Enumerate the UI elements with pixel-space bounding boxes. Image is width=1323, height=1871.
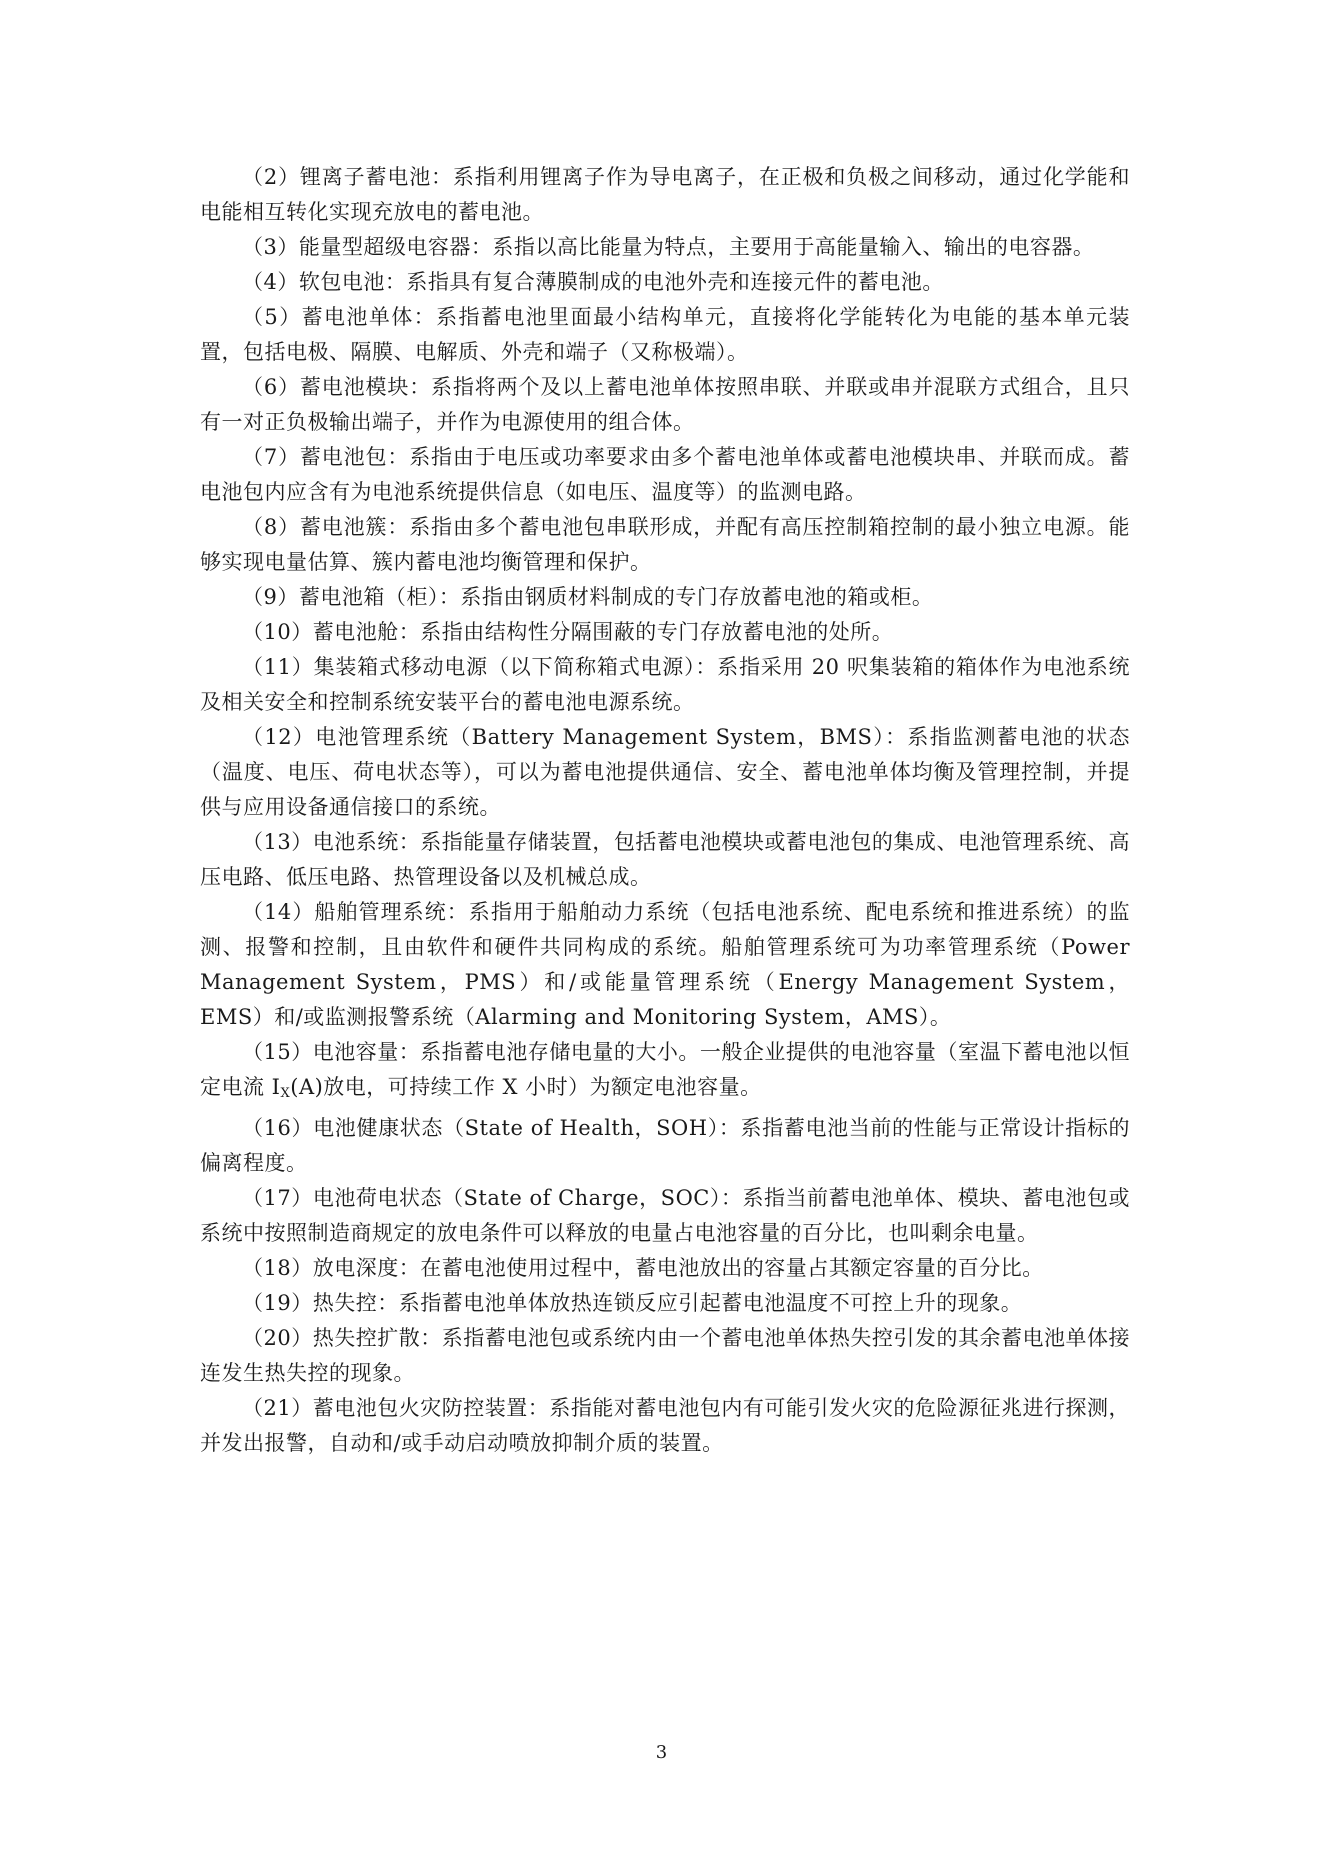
paragraph-15-subscript: X bbox=[280, 1086, 291, 1101]
paragraph-8: （8）蓄电池簇：系指由多个蓄电池包串联形成，并配有高压控制箱控制的最小独立电源。能够实现电量估算、簇内蓄电池均衡管理和保护。 bbox=[200, 515, 1130, 574]
paragraph-15-text-after: (A)放电，可持续工作 X 小时）为额定电池容量。 bbox=[290, 1075, 762, 1099]
paragraph-14: （14）船舶管理系统：系指用于船舶动力系统（包括电池系统、配电系统和推进系统）的监测、报警和控制，且由软件和硬件共同构成的系统。船舶管理系统可为功率管理系统（Power Management System，PMS）和/或能量管理系统（Energy Management System，EMS）和/或监测报警系统（Alarming and Monitoring System，AMS）。 bbox=[200, 900, 1130, 1029]
paragraph-16: （16）电池健康状态（State of Health，SOH）：系指蓄电池当前的性能与正常设计指标的偏离程度。 bbox=[200, 1116, 1130, 1175]
paragraph-21: （21）蓄电池包火灾防控装置：系指能对蓄电池包内有可能引发火灾的危险源征兆进行探测，并发出报警，自动和/或手动启动喷放抑制介质的装置。 bbox=[200, 1396, 1130, 1455]
paragraph-4: （4）软包电池：系指具有复合薄膜制成的电池外壳和连接元件的蓄电池。 bbox=[242, 270, 944, 294]
paragraph-5: （5）蓄电池单体：系指蓄电池里面最小结构单元，直接将化学能转化为电能的基本单元装置，包括电极、隔膜、电解质、外壳和端子（又称极端）。 bbox=[200, 305, 1130, 364]
paragraph-17: （17）电池荷电状态（State of Charge，SOC）：系指当前蓄电池单体、模块、蓄电池包或系统中按照制造商规定的放电条件可以释放的电量占电池容量的百分比，也叫剩余电量。 bbox=[200, 1186, 1130, 1245]
page-number: 3 bbox=[655, 1742, 668, 1763]
paragraph-11: （11）集装箱式移动电源（以下简称箱式电源）：系指采用 20 呎集装箱的箱体作为电池系统及相关安全和控制系统安装平台的蓄电池电源系统。 bbox=[200, 655, 1130, 714]
paragraph-10: （10）蓄电池舱：系指由结构性分隔围蔽的专门存放蓄电池的处所。 bbox=[242, 620, 894, 644]
paragraph-19: （19）热失控：系指蓄电池单体放热连锁反应引起蓄电池温度不可控上升的现象。 bbox=[242, 1291, 1023, 1315]
paragraph-18: （18）放电深度：在蓄电池使用过程中，蓄电池放出的容量占其额定容量的百分比。 bbox=[242, 1256, 1044, 1280]
paragraph-3: （3）能量型超级电容器：系指以高比能量为特点，主要用于高能量输入、输出的电容器。 bbox=[242, 235, 1095, 259]
paragraph-2: （2）锂离子蓄电池：系指利用锂离子作为导电离子，在正极和负极之间移动，通过化学能和电能相互转化实现充放电的蓄电池。 bbox=[200, 165, 1130, 224]
paragraph-15-text-before: （15）电池容量：系指蓄电池存储电量的大小。一般企业提供的电池容量（室温下蓄电池以恒定电流 I bbox=[200, 1040, 1130, 1099]
paragraph-6: （6）蓄电池模块：系指将两个及以上蓄电池单体按照串联、并联或串并混联方式组合，且只有一对正负极输出端子，并作为电源使用的组合体。 bbox=[200, 375, 1130, 434]
paragraph-7: （7）蓄电池包：系指由于电压或功率要求由多个蓄电池单体或蓄电池模块串、并联而成。蓄电池包内应含有为电池系统提供信息（如电压、温度等）的监测电路。 bbox=[200, 445, 1130, 504]
paragraph-12: （12）电池管理系统（Battery Management System，BMS）：系指监测蓄电池的状态（温度、电压、荷电状态等），可以为蓄电池提供通信、安全、蓄电池单体均衡及管理控制，并提供与应用设备通信接口的系统。 bbox=[200, 725, 1130, 819]
paragraph-20: （20）热失控扩散：系指蓄电池包或系统内由一个蓄电池单体热失控引发的其余蓄电池单体接连发生热失控的现象。 bbox=[200, 1326, 1130, 1385]
paragraph-13: （13）电池系统：系指能量存储装置，包括蓄电池模块或蓄电池包的集成、电池管理系统、高压电路、低压电路、热管理设备以及机械总成。 bbox=[200, 830, 1130, 889]
paragraph-9: （9）蓄电池箱（柜）：系指由钢质材料制成的专门存放蓄电池的箱或柜。 bbox=[242, 585, 934, 609]
paragraph-15 bbox=[200, 1035, 1130, 1111]
document-body bbox=[200, 160, 1130, 1461]
